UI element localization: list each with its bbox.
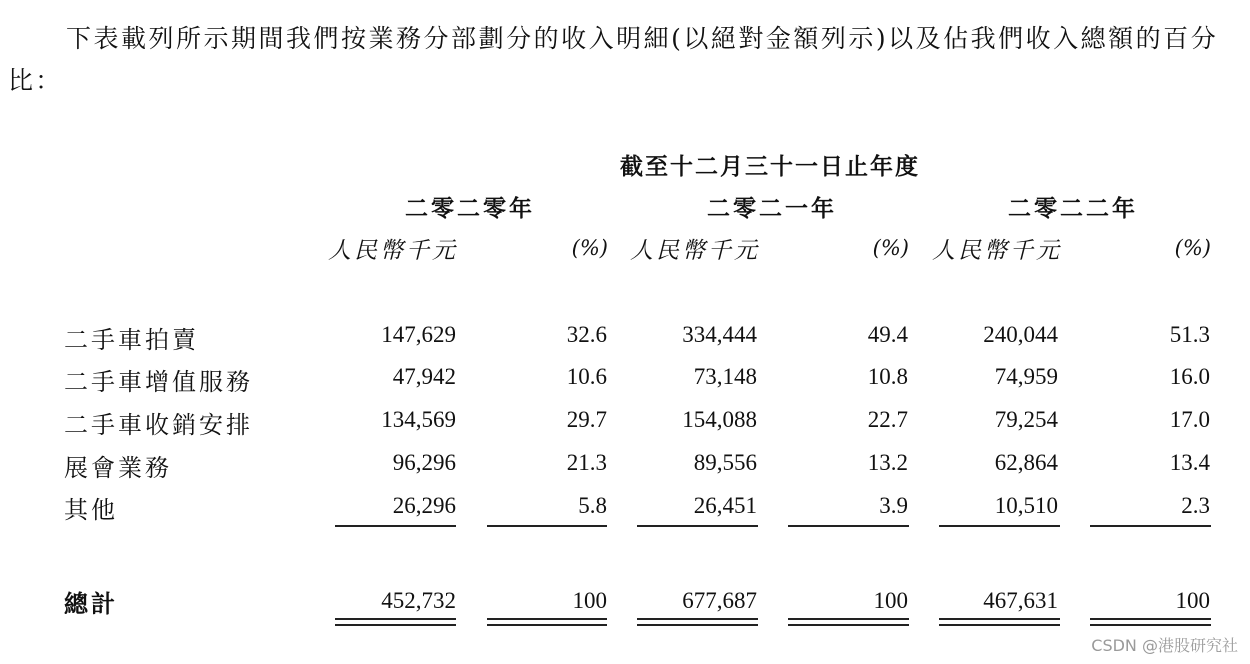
cell-pct-2020: 29.7 [566,407,607,432]
total-amount-2022: 467,631 [983,588,1058,613]
cell-amount-2020: 26,296 [392,493,456,518]
subtotal-rule [1090,525,1211,527]
cell-pct-2020: 10.6 [566,364,607,389]
watermark: CSDN @港股研究社 [1091,636,1238,655]
cell-amount-2022: 10,510 [994,493,1058,518]
cell-amount-2020: 96,296 [392,450,456,475]
total-amount-2020: 452,732 [381,588,456,613]
total-label: 總計 [64,589,118,618]
period-header: 截至十二月三十一日止年度 [620,153,920,180]
row-label: 其他 [64,496,118,524]
subtotal-rule [637,525,758,527]
cell-pct-2020: 21.3 [566,450,607,475]
row-label: 二手車收銷安排 [64,411,253,439]
cell-amount-2022: 74,959 [994,364,1058,389]
subtotal-rule [788,525,909,527]
cell-pct-2021: 10.8 [867,364,908,389]
cell-pct-2021: 13.2 [867,450,908,475]
total-double-rule [939,618,1060,626]
subtotal-rule [939,525,1060,527]
unit-header-2022: 人民幣千元 [932,238,1062,264]
cell-amount-2022: 79,254 [994,407,1058,432]
cell-amount-2021: 26,451 [693,493,757,518]
cell-amount-2020: 47,942 [392,364,456,389]
total-double-rule [788,618,909,626]
cell-amount-2021: 154,088 [682,407,757,432]
cell-pct-2022: 13.4 [1169,450,1210,475]
row-label: 二手車增值服務 [64,368,253,396]
total-pct-2022: 100 [1175,588,1210,613]
pct-header-2020: (%) [571,236,608,260]
subtotal-rule [335,525,456,527]
year-header-2021: 二零二一年 [707,195,837,222]
row-label: 展會業務 [64,454,172,482]
cell-pct-2022: 16.0 [1169,364,1210,389]
pct-header-2021: (%) [872,236,909,260]
total-double-rule [637,618,758,626]
total-double-rule [487,618,607,626]
cell-pct-2021: 3.9 [879,493,908,518]
cell-amount-2021: 334,444 [682,322,757,347]
intro-paragraph: 下表載列所示期間我們按業務分部劃分的收入明細(以絕對金額列示)以及佔我們收入總額的百分比： [8,24,1218,95]
year-header-2020: 二零二零年 [405,195,535,222]
cell-pct-2020: 32.6 [566,322,607,347]
cell-amount-2021: 73,148 [693,364,757,389]
unit-header-2020: 人民幣千元 [328,238,458,264]
subtotal-rule [487,525,607,527]
total-double-rule [335,618,456,626]
cell-pct-2022: 51.3 [1169,322,1210,347]
cell-amount-2022: 240,044 [983,322,1058,347]
cell-pct-2021: 22.7 [867,407,908,432]
total-double-rule [1090,618,1211,626]
cell-amount-2022: 62,864 [994,450,1058,475]
cell-amount-2020: 134,569 [381,407,456,432]
pct-header-2022: (%) [1174,236,1211,260]
total-pct-2020: 100 [572,588,607,613]
year-header-2022: 二零二二年 [1008,195,1138,222]
cell-pct-2020: 5.8 [578,493,607,518]
cell-pct-2022: 17.0 [1169,407,1210,432]
total-pct-2021: 100 [873,588,908,613]
cell-amount-2020: 147,629 [381,322,456,347]
cell-pct-2021: 49.4 [867,322,908,347]
total-amount-2021: 677,687 [682,588,757,613]
cell-pct-2022: 2.3 [1181,493,1210,518]
unit-header-2021: 人民幣千元 [630,238,760,264]
row-label: 二手車拍賣 [64,326,199,354]
cell-amount-2021: 89,556 [693,450,757,475]
